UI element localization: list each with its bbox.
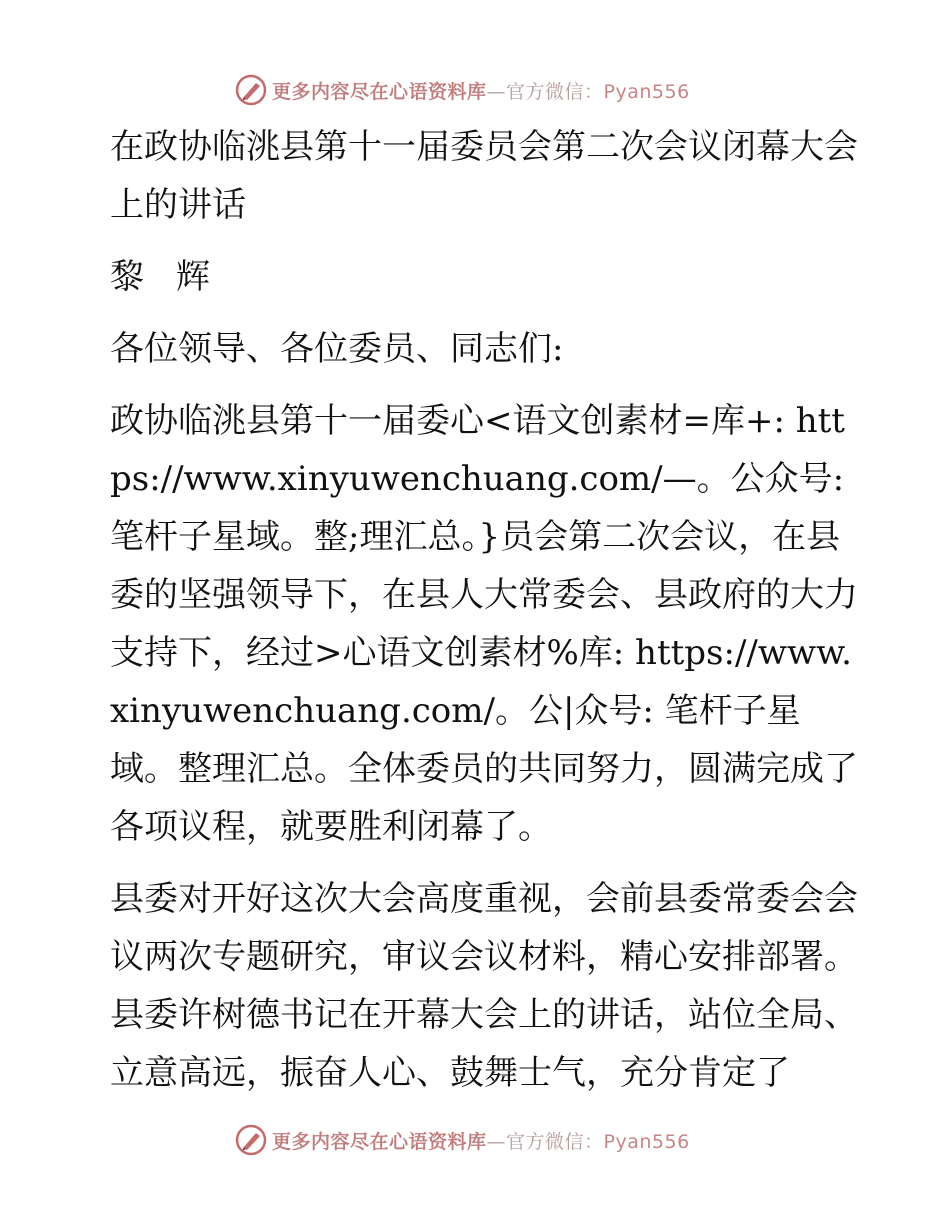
banner-brand: 更多内容尽在心语资料库 [272, 1130, 487, 1153]
banner-dash: — [486, 80, 507, 103]
banner-wechat-label: 官方微信： [506, 1130, 604, 1153]
document-title: 在政协临洮县第十一届委员会第二次会议闭幕大会上的讲话 [110, 127, 858, 225]
footer-watermark-banner [234, 1122, 690, 1158]
banner-wechat-label: 官方微信： [506, 80, 604, 103]
document-body [98, 118, 858, 1116]
body-paragraph: 政协临洮县第十一届委心<语文创素材=库+: https://www.xinyuwenchuang.com/—。公众号: 笔杆子星域。整;理汇总。}员会第二次会议，在县委的坚强领导下，在县人大常委会、县政府的大力支持下，经过>心语文创素材%库: https://www.xinyuwenchuang.com/。公|众号: 笔杆子星域。整理汇总。全体委员的共同努力，圆满完成了各项议程，就要胜利闭幕了。 [110, 401, 858, 847]
header-watermark-banner [234, 72, 690, 108]
banner-wechat-id: Pyan556 [603, 80, 690, 103]
banner-brand: 更多内容尽在心语资料库 [272, 80, 487, 103]
banner-wechat-id: Pyan556 [603, 1130, 690, 1153]
banner-dash: — [486, 1130, 507, 1153]
banner-text [272, 1127, 690, 1154]
pen-logo-icon [234, 73, 268, 107]
document-author: 黎辉 [110, 257, 242, 297]
banner-text [272, 77, 690, 104]
body-paragraph: 县委对开好这次大会高度重视，会前县委常委会会议两次专题研究，审议会议材料，精心安排部署。县委许树德书记在开幕大会上的讲话，站位全局、立意高远，振奋人心、鼓舞士气，充分肯定了 [110, 879, 858, 1093]
document-salutation: 各位领导、各位委员、同志们: [110, 329, 564, 369]
pen-logo-icon [234, 1123, 268, 1157]
